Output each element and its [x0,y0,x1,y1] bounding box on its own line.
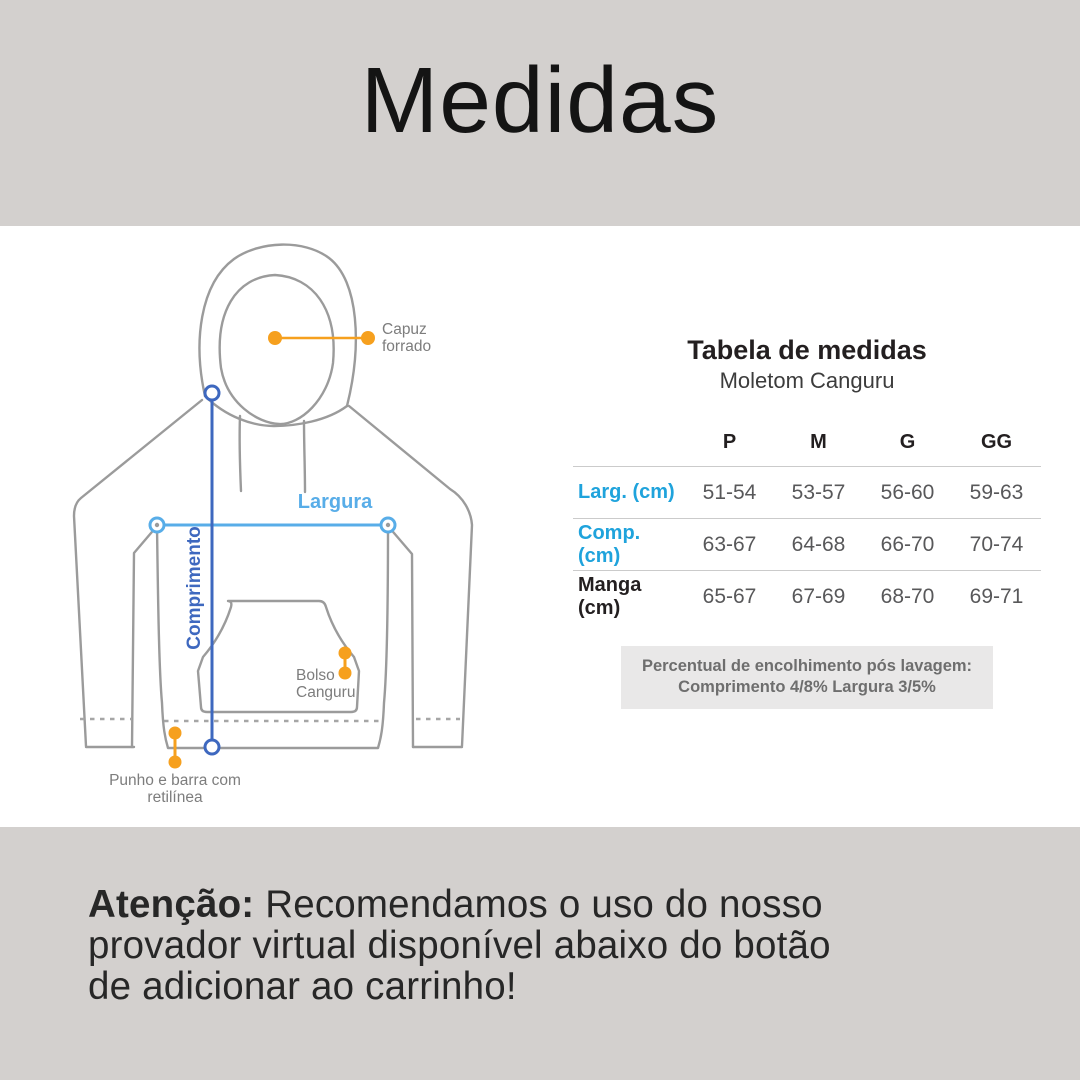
cell-value: 59-63 [969,480,1024,504]
cell-value: 68-70 [880,584,935,608]
cell-value: 69-71 [969,584,1024,608]
attention-line1 [88,884,831,925]
cell-value: 66-70 [880,532,935,556]
shrinkage-note-line1: Percentual de encolhimento pós lavagem: [641,657,973,675]
cell-value: 53-57 [791,480,846,504]
attention-line2: provador virtual disponível abaixo do botão [88,924,831,967]
cell-value: 70-74 [969,532,1024,556]
hood-chin [205,396,347,426]
page-title: Medidas [360,48,720,152]
attention-text [88,884,831,1007]
punho-label: Punho e barra com retilínea [109,772,241,806]
drawstring-right [304,421,305,492]
table-row-comprimento [573,518,1041,570]
drawstring-left [240,416,241,491]
capuz-label: Capuz forrado [382,321,432,355]
sleeve-left-inner [132,526,157,747]
largura-label: Largura [297,491,373,513]
cell-value: 64-68 [791,532,846,556]
sleeve-right-inner [388,526,413,747]
size-table-section [573,335,1041,709]
col-header-m: M [810,431,827,453]
hoodie-diagram [50,230,530,830]
hem-stitch-lines [80,719,460,721]
cell-value: 67-69 [791,584,846,608]
attention-line3: de adicionar ao carrinho! [88,965,517,1008]
hoodie-drawing [50,230,530,830]
table-row-manga [573,570,1041,622]
col-header-gg: GG [980,431,1013,453]
shrinkage-note [621,646,993,709]
cell-value: 63-67 [702,532,757,556]
attention-line1-rest: Recomendamos o uso do nosso [254,883,823,926]
size-table-subtitle: Moletom Canguru [719,368,895,393]
sleeve-left-outer [74,400,202,746]
row-label: Larg. (cm) [578,481,675,503]
comprimento-label: Comprimento [184,526,205,650]
size-table-title: Tabela de medidas [687,335,927,365]
col-header-g: G [899,431,916,453]
table-row-largura [573,466,1041,518]
col-header-p: P [722,431,737,453]
capuz-callout [268,331,375,345]
cell-value: 56-60 [880,480,935,504]
bolso-label: Bolso Canguru [296,667,356,701]
cell-value: 65-67 [702,584,757,608]
size-table-header-row [573,431,1041,466]
row-label: Comp. (cm) [578,521,641,567]
row-label: Manga (cm) [578,573,642,619]
shrinkage-note-line2: Comprimento 4/8% Largura 3/5% [678,678,936,696]
attention-label: Atenção: [88,883,255,926]
hood-inner-opening [220,275,334,424]
cell-value: 51-54 [702,480,757,504]
